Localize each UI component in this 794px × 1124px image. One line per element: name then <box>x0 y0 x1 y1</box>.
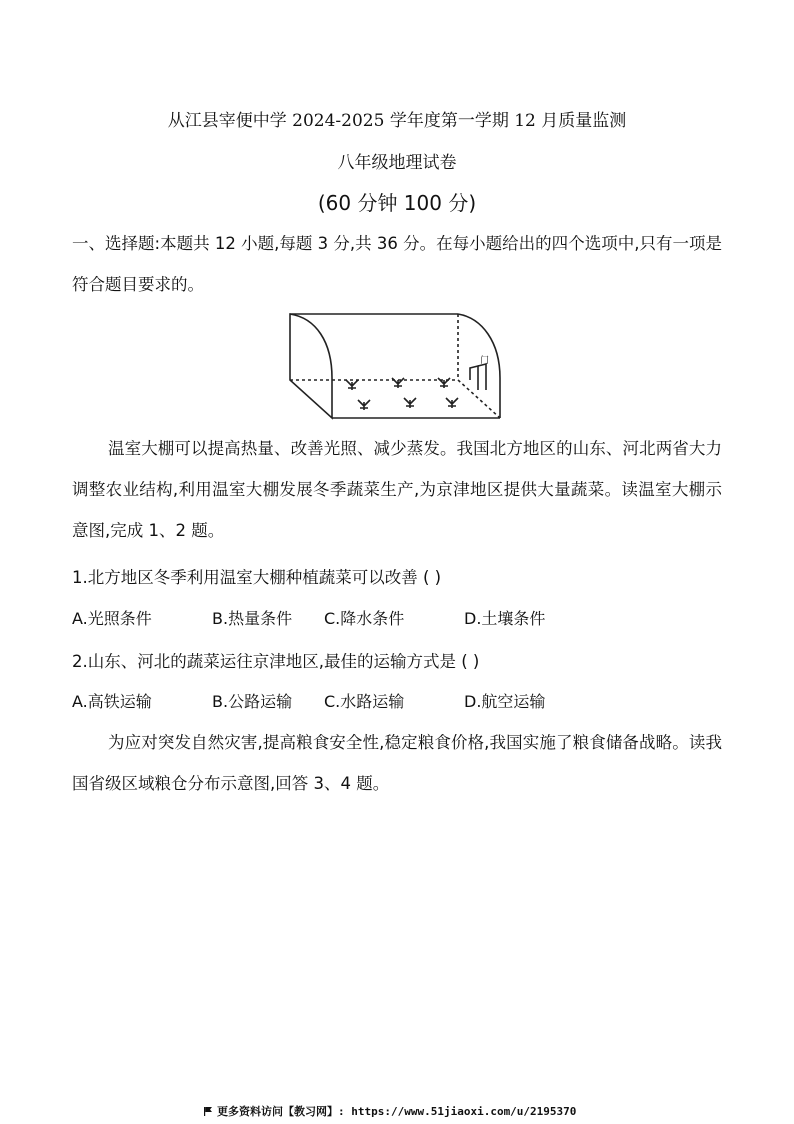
footer-text: 更多资料访问【教习网】: https://www.51jiaoxi.com/u/2195370 <box>217 1105 577 1118</box>
question-1-option-d: D.土壤条件 <box>464 609 546 628</box>
question-2-option-a: A.高铁运输 <box>72 692 152 711</box>
question-2-stem: 2.山东、河北的蔬菜运往京津地区,最佳的运输方式是 ( ) <box>72 652 480 671</box>
question-2-option-d: D.航空运输 <box>464 692 546 711</box>
flag-icon <box>203 1106 213 1116</box>
exam-time-score: (60 分钟 100 分) <box>317 191 477 215</box>
passage-greenhouse: 温室大棚可以提高热量、改善光照、减少蒸发。我国北方地区的山东、河北两省大力调整农业结构,利用温室大棚发展冬季蔬菜生产,为京津地区提供大量蔬菜。读温室大棚示意图,完成 1、2 题。 <box>72 439 722 540</box>
greenhouse-diagram <box>286 306 508 424</box>
question-1-option-c: C.降水条件 <box>324 609 405 628</box>
question-1-stem: 1.北方地区冬季利用温室大棚种植蔬菜可以改善 ( ) <box>72 568 442 587</box>
exam-title: 从江县宰便中学 2024-2025 学年度第一学期 12 月质量监测 <box>167 111 627 131</box>
footer-link[interactable] <box>203 1103 576 1119</box>
question-1-option-a: A.光照条件 <box>72 609 152 628</box>
plant-icon <box>438 378 450 388</box>
question-1-option-b: B.热量条件 <box>212 609 293 628</box>
question-2-option-b: B.公路运输 <box>212 692 293 711</box>
plant-icon <box>346 380 358 390</box>
exam-subtitle: 八年级地理试卷 <box>337 153 457 173</box>
plant-icon <box>358 400 370 410</box>
door-label: 门 <box>480 356 490 366</box>
question-2-option-c: C.水路运输 <box>324 692 405 711</box>
passage-grain-storage: 为应对突发自然灾害,提高粮食安全性,稳定粮食价格,我国实施了粮食储备战略。读我国省级区域粮仓分布示意图,回答 3、4 题。 <box>72 733 722 793</box>
plant-icon <box>404 398 416 408</box>
section1-instructions: 一、选择题:本题共 12 小题,每题 3 分,共 36 分。在每小题给出的四个选项中,只有一项是符合题目要求的。 <box>72 234 722 294</box>
plant-icon <box>446 398 458 408</box>
